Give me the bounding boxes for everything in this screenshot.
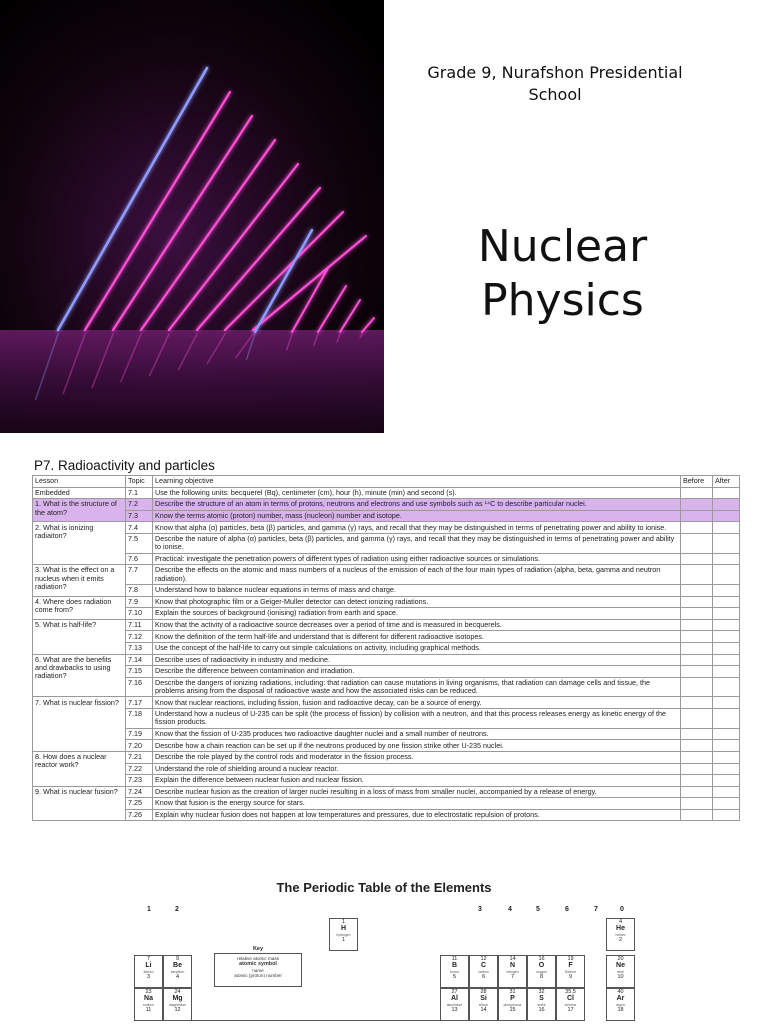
element-mass: 35.5	[565, 989, 576, 995]
section-title: P7. Radioactivity and particles	[34, 458, 215, 473]
element-num: 15	[509, 1006, 516, 1013]
topic-cell: 7.19	[126, 728, 153, 740]
element-num: 9	[568, 973, 573, 980]
table-row	[33, 565, 740, 585]
element-sym: Cl	[567, 995, 574, 1003]
table-row	[33, 619, 740, 631]
objective-cell: Understand how to balance nuclear equations in terms of mass and charge.	[153, 585, 681, 597]
objective-cell: Know that fusion is the energy source for stars.	[153, 798, 681, 810]
element-cell	[606, 988, 635, 1021]
element-mass: 24	[174, 989, 181, 995]
element-mass: 16	[538, 956, 545, 962]
before-checkbox-cell[interactable]	[681, 499, 713, 511]
element-sym: Li	[145, 962, 152, 970]
objective-cell: Describe how a chain reaction can be set up if the neutrons produced by one fission strike other U-235 nuclei.	[153, 740, 681, 752]
topic-cell: 7.3	[126, 510, 153, 522]
element-cell	[440, 988, 469, 1021]
after-checkbox-cell[interactable]	[713, 775, 740, 787]
title-line-2: Physics	[481, 275, 644, 326]
element-sym: P	[510, 995, 515, 1003]
objective-cell: Explain the difference between nuclear fusion and nuclear fission.	[153, 775, 681, 787]
element-sym: Si	[480, 995, 487, 1003]
table-row	[33, 510, 740, 522]
after-checkbox-cell[interactable]	[713, 763, 740, 775]
table-row	[33, 763, 740, 775]
objective-cell: Describe the nature of alpha (α) particles, beta (β) particles, and gamma (γ) rays, and recall that they may be distinguished in terms of penetrating power and ability to ionise.	[153, 533, 681, 553]
table-header-row	[33, 476, 740, 488]
objective-cell: Describe the difference between contamination and irradiation.	[153, 666, 681, 678]
group-number: 4	[508, 906, 512, 913]
before-checkbox-cell[interactable]	[681, 697, 713, 709]
after-checkbox-cell[interactable]	[713, 709, 740, 729]
element-name: chlorine	[564, 1002, 577, 1007]
topic-cell: 7.20	[126, 740, 153, 752]
objective-cell: Know that the activity of a radioactive source decreases over a period of time and is measured in becquerels.	[153, 619, 681, 631]
topic-cell: 7.17	[126, 697, 153, 709]
before-checkbox-cell[interactable]	[681, 619, 713, 631]
element-num: 4	[175, 973, 180, 980]
table-row	[33, 642, 740, 654]
topic-cell: 7.1	[126, 487, 153, 499]
table-row	[33, 697, 740, 709]
element-mass: 28	[480, 989, 487, 995]
element-sym: N	[509, 962, 516, 970]
element-num: 8	[539, 973, 544, 980]
objective-cell: Understand how a nucleus of U-235 can be split (the process of fission) by collision with a neutron, and that this process releases energy as kinetic energy of the fission products.	[153, 709, 681, 729]
element-name: oxygen	[536, 969, 547, 974]
topic-cell: 7.8	[126, 585, 153, 597]
objective-cell: Explain why nuclear fusion does not happen at low temperatures and pressures, due to electrostatic repulsion of protons.	[153, 809, 681, 821]
table-row	[33, 533, 740, 553]
element-mass: 11	[451, 956, 458, 962]
objective-cell: Know that photographic film or a Geiger-Muller detector can detect ionizing radiations.	[153, 596, 681, 608]
table-row	[33, 666, 740, 678]
topic-cell: 7.22	[126, 763, 153, 775]
element-cell	[527, 955, 556, 988]
objective-cell: Describe the effects on the atomic and mass numbers of a nucleus of the emission of each of the four main types of radiation (alpha, beta, gamma and neutron radiation).	[153, 565, 681, 585]
objective-cell: Describe uses of radioactivity in industry and medicine.	[153, 654, 681, 666]
element-cell	[440, 955, 469, 988]
element-mass: 7	[146, 956, 151, 962]
lesson-cell: 7. What is nuclear fission?	[33, 697, 126, 752]
table-row	[33, 596, 740, 608]
element-mass: 9	[175, 956, 180, 962]
objective-cell: Know that nuclear reactions, including fission, fusion and radioactive decay, can be a source of energy.	[153, 697, 681, 709]
before-checkbox-cell[interactable]	[681, 728, 713, 740]
table-row	[33, 553, 740, 565]
table-row	[33, 585, 740, 597]
topic-cell: 7.18	[126, 709, 153, 729]
element-mass: 4	[618, 919, 623, 925]
topic-cell: 7.23	[126, 775, 153, 787]
after-checkbox-cell[interactable]	[713, 619, 740, 631]
header-topic: Topic	[126, 476, 153, 488]
header-objective: Learning objective	[153, 476, 681, 488]
key-mass: relative atomic mass	[237, 956, 279, 961]
after-checkbox-cell[interactable]	[713, 786, 740, 798]
after-checkbox-cell[interactable]	[713, 751, 740, 763]
before-checkbox-cell[interactable]	[681, 533, 713, 553]
lesson-cell: 2. What is ionizing radiaiton?	[33, 522, 126, 565]
element-num: 16	[538, 1006, 545, 1013]
group-number: 3	[478, 906, 482, 913]
before-checkbox-cell[interactable]	[681, 666, 713, 678]
after-checkbox-cell[interactable]	[713, 642, 740, 654]
group-number: 2	[175, 906, 179, 913]
objective-cell: Use the concept of the half-life to carry out simple calculations on activity, including graphical methods.	[153, 642, 681, 654]
key-name: name	[252, 967, 264, 973]
lesson-cell: 9. What is nuclear fusion?	[33, 786, 126, 821]
after-checkbox-cell[interactable]	[713, 654, 740, 666]
after-checkbox-cell[interactable]	[713, 697, 740, 709]
element-name: beryllium	[170, 969, 185, 974]
before-checkbox-cell[interactable]	[681, 775, 713, 787]
element-cell	[527, 988, 556, 1021]
page-title	[420, 220, 705, 328]
element-name: sulfur	[537, 1002, 546, 1007]
key-number: atomic (proton) number	[234, 973, 282, 979]
after-checkbox-cell[interactable]	[713, 728, 740, 740]
periodic-table-title: The Periodic Table of the Elements	[276, 880, 492, 895]
element-cell	[469, 955, 498, 988]
table-row	[33, 751, 740, 763]
element-cell	[134, 988, 163, 1021]
element-cell	[498, 955, 527, 988]
table-row	[33, 798, 740, 810]
before-checkbox-cell[interactable]	[681, 522, 713, 534]
element-sym: F	[568, 962, 573, 970]
element-num: 10	[617, 973, 624, 980]
element-num: 14	[480, 1006, 487, 1013]
objective-cell: Know that alpha (α) particles, beta (β) particles, and gamma (γ) rays, and recall that they may be distinguished in terms of penetrating power and ability to ionise.	[153, 522, 681, 534]
element-cell	[606, 918, 635, 951]
topic-cell: 7.7	[126, 565, 153, 585]
before-checkbox-cell[interactable]	[681, 709, 713, 729]
group-number: 7	[594, 906, 598, 913]
element-name: carbon	[478, 969, 489, 974]
topic-cell: 7.15	[126, 666, 153, 678]
after-checkbox-cell[interactable]	[713, 608, 740, 620]
lesson-cell: 3. What is the effect on a nucleus when it emits radiation?	[33, 565, 126, 596]
before-checkbox-cell[interactable]	[681, 740, 713, 752]
element-name: hydrogen	[336, 932, 351, 937]
element-cell	[163, 988, 192, 1021]
element-sym: H	[340, 925, 347, 933]
element-sym: Be	[173, 962, 182, 970]
topic-cell: 7.21	[126, 751, 153, 763]
element-cell	[556, 955, 585, 988]
element-name: phosphorus	[503, 1002, 522, 1007]
element-sym: C	[480, 962, 487, 970]
table-row	[33, 677, 740, 697]
topic-cell: 7.25	[126, 798, 153, 810]
neon-triangles-image	[0, 0, 384, 433]
element-mass: 27	[451, 989, 458, 995]
periodic-key	[214, 953, 302, 987]
topic-cell: 7.2	[126, 499, 153, 511]
element-name: nitrogen	[506, 969, 519, 974]
before-checkbox-cell[interactable]	[681, 608, 713, 620]
objective-cell: Understand the role of shielding around a nuclear reactor.	[153, 763, 681, 775]
element-name: magnesium	[168, 1002, 187, 1007]
topic-cell: 7.10	[126, 608, 153, 620]
topic-cell: 7.24	[126, 786, 153, 798]
objective-cell: Describe nuclear fusion as the creation of larger nuclei resulting in a loss of mass from smaller nuclei, accompanied by a release of energy.	[153, 786, 681, 798]
header-lesson: Lesson	[33, 476, 126, 488]
school-name: Grade 9, Nurafshon Presidential School	[427, 63, 683, 104]
objective-cell: Know the definition of the term half-life and understand that is different for different radioactive isotopes.	[153, 631, 681, 643]
element-sym: O	[538, 962, 545, 970]
before-checkbox-cell[interactable]	[681, 487, 713, 499]
element-mass: 23	[145, 989, 152, 995]
element-num: 5	[452, 973, 457, 980]
before-checkbox-cell[interactable]	[681, 553, 713, 565]
before-checkbox-cell[interactable]	[681, 654, 713, 666]
objective-cell: Know that the fission of U-235 produces two radioactive daughter nuclei and a small number of neutrons.	[153, 728, 681, 740]
element-name: neon	[616, 969, 625, 974]
table-row	[33, 487, 740, 499]
element-sym: Ne	[616, 962, 625, 970]
table-row	[33, 608, 740, 620]
element-num: 13	[451, 1006, 458, 1013]
element-name: fluorine	[564, 969, 577, 974]
before-checkbox-cell[interactable]	[681, 585, 713, 597]
objective-cell: Describe the role played by the control rods and moderator in the fission process.	[153, 751, 681, 763]
element-cell	[498, 988, 527, 1021]
key-label: Key	[252, 946, 264, 952]
element-num: 11	[145, 1006, 152, 1013]
before-checkbox-cell[interactable]	[681, 642, 713, 654]
group-number: 1	[147, 906, 151, 913]
element-cell	[606, 955, 635, 988]
table-row	[33, 786, 740, 798]
element-cell	[469, 988, 498, 1021]
table-row	[33, 522, 740, 534]
element-name: aluminium	[446, 1002, 463, 1007]
before-checkbox-cell[interactable]	[681, 510, 713, 522]
before-checkbox-cell[interactable]	[681, 786, 713, 798]
after-checkbox-cell[interactable]	[713, 631, 740, 643]
table-row	[33, 499, 740, 511]
after-checkbox-cell[interactable]	[713, 677, 740, 697]
element-num: 18	[617, 1006, 624, 1013]
element-sym: S	[539, 995, 544, 1003]
element-name: sodium	[143, 1002, 154, 1007]
after-checkbox-cell[interactable]	[713, 533, 740, 553]
after-checkbox-cell[interactable]	[713, 565, 740, 585]
element-name: lithium	[143, 969, 154, 974]
topic-cell: 7.9	[126, 596, 153, 608]
table-row	[33, 654, 740, 666]
before-checkbox-cell[interactable]	[681, 751, 713, 763]
header-after: After	[713, 476, 740, 488]
table-row	[33, 809, 740, 821]
element-sym: Na	[144, 995, 153, 1003]
element-mass: 19	[567, 956, 574, 962]
element-num: 2	[618, 936, 623, 943]
topic-cell: 7.5	[126, 533, 153, 553]
element-cell	[556, 988, 585, 1021]
element-num: 1	[341, 936, 346, 943]
before-checkbox-cell[interactable]	[681, 631, 713, 643]
element-sym: Mg	[172, 995, 183, 1003]
element-cell	[163, 955, 192, 988]
group-number: 5	[536, 906, 540, 913]
table-row	[33, 631, 740, 643]
element-mass: 1	[341, 919, 346, 925]
after-checkbox-cell[interactable]	[713, 499, 740, 511]
objective-cell: Describe the structure of an atom in terms of protons, neutrons and electrons and use symbols such as ¹⁴C to describe particular nuclei.	[153, 499, 681, 511]
element-sym: B	[451, 962, 458, 970]
element-num: 6	[481, 973, 486, 980]
after-checkbox-cell[interactable]	[713, 740, 740, 752]
before-checkbox-cell[interactable]	[681, 677, 713, 697]
lesson-cell: 4. Where does radiation come from?	[33, 596, 126, 619]
topic-cell: 7.14	[126, 654, 153, 666]
topic-cell: 7.12	[126, 631, 153, 643]
lesson-cell: 6. What are the benefits and drawbacks to using radiation?	[33, 654, 126, 697]
before-checkbox-cell[interactable]	[681, 565, 713, 585]
header-before: Before	[681, 476, 713, 488]
table-row	[33, 709, 740, 729]
after-checkbox-cell[interactable]	[713, 596, 740, 608]
element-mass: 32	[538, 989, 545, 995]
lesson-cell: Embedded	[33, 487, 126, 499]
element-num: 7	[510, 973, 515, 980]
after-checkbox-cell[interactable]	[713, 553, 740, 565]
element-cell	[329, 918, 358, 951]
element-name: boron	[450, 969, 459, 974]
element-mass: 31	[509, 989, 516, 995]
lesson-cell: 1. What is the structure of the atom?	[33, 499, 126, 522]
objective-cell: Use the following units: becquerel (Bq), centimeter (cm), hour (h), minute (min) and second (s).	[153, 487, 681, 499]
element-cell	[134, 955, 163, 988]
objective-cell: Explain the sources of background (ionising) radiation from earth and space.	[153, 608, 681, 620]
objective-cell: Know the terms atomic (proton) number, mass (nucleon) number and isotope.	[153, 510, 681, 522]
after-checkbox-cell[interactable]	[713, 510, 740, 522]
table-row	[33, 728, 740, 740]
element-mass: 20	[617, 956, 624, 962]
after-checkbox-cell[interactable]	[713, 522, 740, 534]
topic-cell: 7.4	[126, 522, 153, 534]
lesson-cell: 5. What is half-life?	[33, 619, 126, 654]
after-checkbox-cell[interactable]	[713, 666, 740, 678]
element-sym: Ar	[616, 995, 625, 1003]
element-sym: He	[616, 925, 625, 933]
element-mass: 40	[617, 989, 624, 995]
topic-cell: 7.11	[126, 619, 153, 631]
element-name: argon	[616, 1002, 625, 1007]
topic-cell: 7.26	[126, 809, 153, 821]
before-checkbox-cell[interactable]	[681, 596, 713, 608]
after-checkbox-cell[interactable]	[713, 798, 740, 810]
objectives-table	[32, 475, 740, 821]
cover-image	[0, 0, 384, 433]
after-checkbox-cell[interactable]	[713, 809, 740, 821]
element-num: 17	[567, 1006, 574, 1013]
element-num: 3	[146, 973, 151, 980]
before-checkbox-cell[interactable]	[681, 809, 713, 821]
key-symbol: atomic symbol	[239, 960, 277, 967]
topic-cell: 7.6	[126, 553, 153, 565]
title-line-1: Nuclear	[477, 221, 648, 272]
element-name: helium	[615, 932, 626, 937]
after-checkbox-cell[interactable]	[713, 487, 740, 499]
topic-cell: 7.16	[126, 677, 153, 697]
group-number: 6	[565, 906, 569, 913]
topic-cell: 7.13	[126, 642, 153, 654]
element-mass: 12	[480, 956, 487, 962]
table-row	[33, 775, 740, 787]
element-num: 12	[174, 1006, 181, 1013]
before-checkbox-cell[interactable]	[681, 763, 713, 775]
element-mass: 14	[509, 956, 516, 962]
group-number: 0	[620, 906, 624, 913]
before-checkbox-cell[interactable]	[681, 798, 713, 810]
table-row	[33, 740, 740, 752]
lesson-cell: 8. How does a nuclear reactor work?	[33, 751, 126, 786]
element-name: silicon	[478, 1002, 489, 1007]
after-checkbox-cell[interactable]	[713, 585, 740, 597]
objective-cell: Practical: investigate the penetration powers of different types of radiation using either radioactive sources or simulations.	[153, 553, 681, 565]
element-sym: Al	[451, 995, 458, 1003]
objective-cell: Describe the dangers of ionizing radiations, including: that radiation can cause mutations in living organisms, that radiation can damage cells and tissue, the problems arising from the disposal of radioactive waste and how the associated risks can be reduced.	[153, 677, 681, 697]
